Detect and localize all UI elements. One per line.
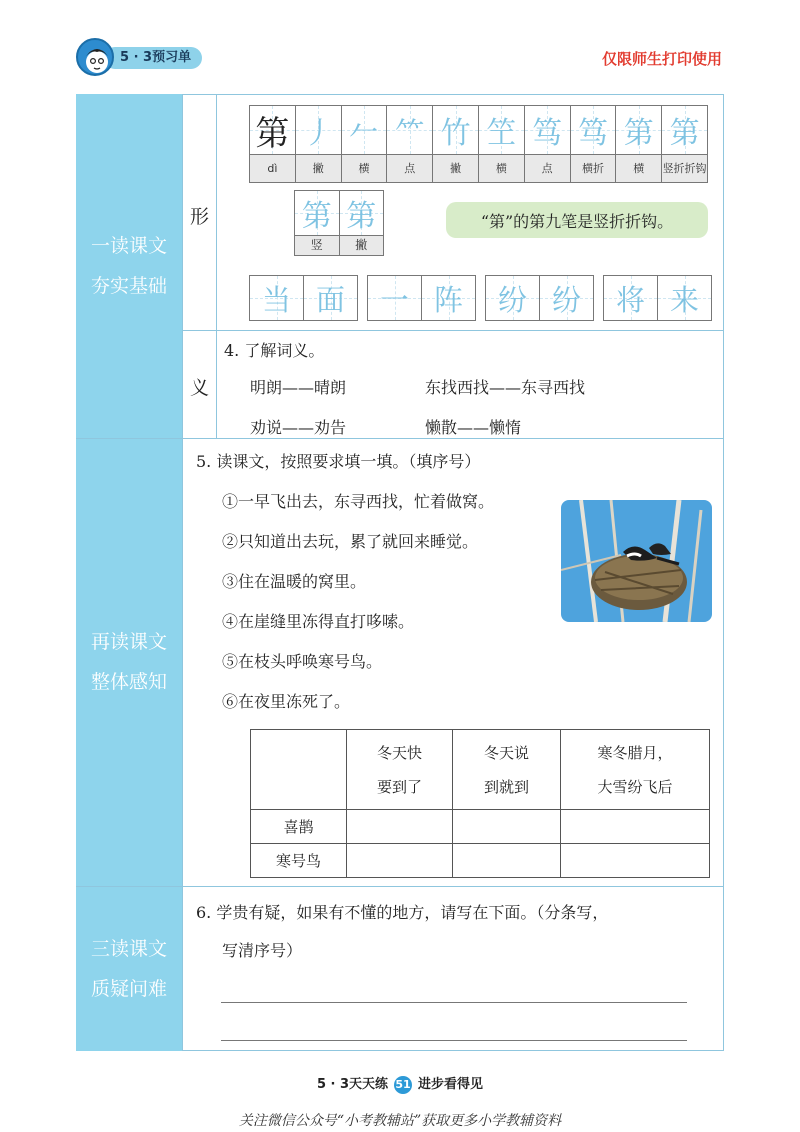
answer-cell[interactable] [453,810,561,844]
option-item: ⑤在枝头呼唤寒号鸟。 [222,652,383,671]
section-1-title: 一读课文 [90,235,167,257]
section-2-title: 再读课文 [90,631,167,653]
stroke-cell: 第 撇 [340,191,384,255]
page-footer [0,1073,800,1094]
header-badge: 5 · 3预习单 [104,47,202,69]
stroke-cell: 笃 点 [525,106,571,182]
table-header: 寒冬腊月， 大雪纷飞后 [561,730,710,810]
word-box: 纷 纷 [485,275,594,321]
section-band-1 [76,94,183,438]
stroke-cell: 丿 撇 [296,106,342,182]
table-corner [251,730,347,810]
word-box: 一 阵 [367,275,476,321]
stroke-order-grid [249,105,708,183]
stroke-cell: 第 竖 [295,191,340,255]
section-3-title: 三读课文 [90,937,167,960]
option-item: ②只知道出去玩，累了就回来睡觉。 [222,532,479,551]
mascot-logo-icon [76,38,114,76]
question-6-cont: 写清序号） [222,941,303,960]
option-item: ③住在温暖的窝里。 [222,572,367,591]
answer-line[interactable] [221,1002,687,1003]
last-strokes-box [294,190,384,256]
answer-cell[interactable] [561,844,710,878]
section-2-subtitle: 整体感知 [90,671,167,693]
word-pair: 明朗——晴朗 [250,378,347,397]
watermark-text: 关注微信公众号“小考教辅站”获取更多小学教辅资料 [238,1113,562,1129]
question-6: 6. 学贵有疑，如果有不懂的地方，请写在下面。（分条写， [196,903,609,922]
word-pair: 东找西找——东寻西找 [425,378,586,397]
divider [216,94,217,438]
answer-cell[interactable] [347,844,453,878]
fill-table [250,729,710,878]
section-3-subtitle: 质疑问难 [90,977,167,1000]
magpie-nest-photo [561,500,712,622]
table-header: 冬天说 到就到 [453,730,561,810]
section-band-2 [76,438,183,886]
stroke-cell: ⺮ 点 [387,106,433,182]
option-item: ④在崖缝里冻得直打哆嗦。 [222,612,415,631]
section-band-3 [76,886,183,1051]
divider [183,330,724,331]
answer-cell[interactable] [347,810,453,844]
divider [76,438,724,439]
stroke-cell: 笁 横 [479,106,525,182]
table-header: 冬天快 要到了 [347,730,453,810]
word-box: 将 来 [603,275,712,321]
stroke-cell: 第 竖折折钩 [662,106,707,182]
answer-cell[interactable] [561,810,710,844]
footer-slogan: 进步看得见 [418,1077,484,1092]
stroke-hint: “第”的第九笔是竖折折钩。 [446,202,708,238]
stroke-cell: 𠂉 横 [342,106,388,182]
section-1-subtitle: 夯实基础 [90,275,167,297]
stroke-cell: 第 横 [616,106,662,182]
footer-series: 5 · 3天天练 [316,1077,389,1092]
option-item: ⑥在夜里冻死了。 [222,692,351,711]
stroke-cell: 笃 横折 [571,106,617,182]
stroke-cell: 竹 撇 [433,106,479,182]
answer-cell[interactable] [453,844,561,878]
question-5: 5. 读课文，按照要求填一填。（填序号） [196,452,481,471]
table-row-label: 寒号鸟 [251,844,347,878]
stroke-cell: 第 dì [250,106,296,182]
print-notice: 仅限师生打印使用 [601,50,722,68]
option-item: ①一早飞出去，东寻西找，忙着做窝。 [222,492,495,511]
divider [76,886,724,887]
word-box: 当 面 [249,275,358,321]
xing-label: 形 [190,206,210,228]
answer-line[interactable] [221,1040,687,1041]
table-row-label: 喜鹊 [251,810,347,844]
question-4: 4. 了解词义。 [224,341,325,360]
word-pair: 劝说——劝告 [250,418,347,437]
yi-label: 义 [190,377,210,399]
page-number: 51 [394,1076,412,1094]
word-pair: 懒散——懒惰 [425,418,522,437]
